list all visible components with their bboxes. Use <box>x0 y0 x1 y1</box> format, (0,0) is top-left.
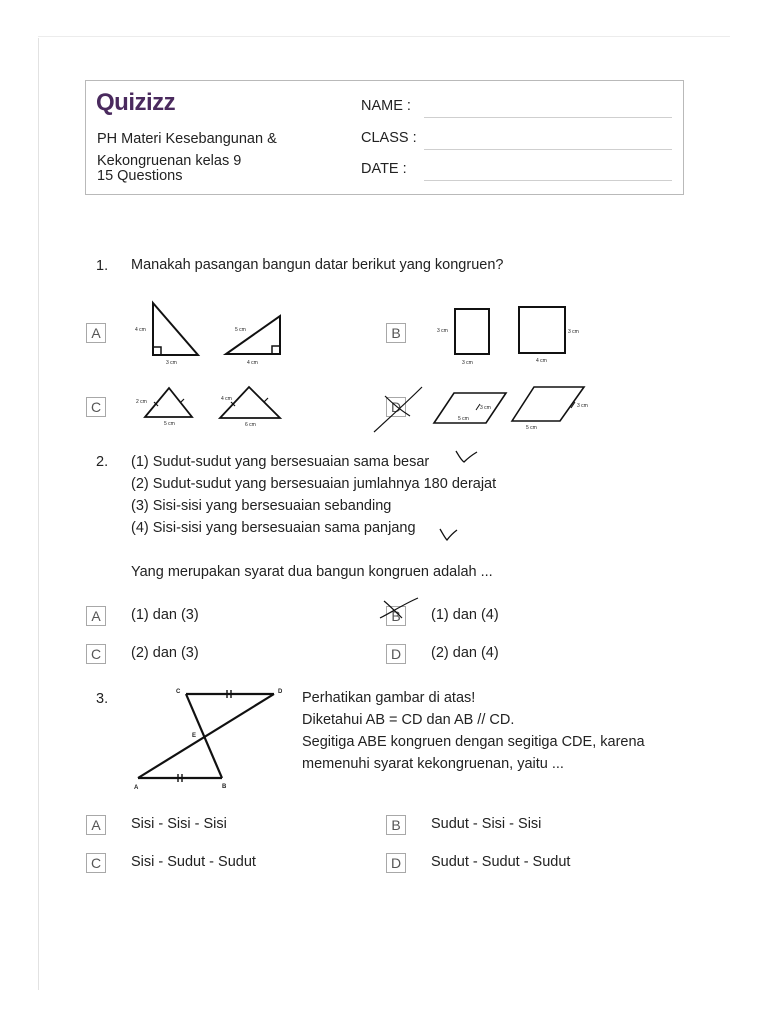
q3-line-1: Perhatikan gambar di atas! <box>302 690 476 706</box>
check-mark-2 <box>436 524 462 546</box>
q3-label-c: C <box>176 689 181 695</box>
q2-option-b-text[interactable]: (1) dan (4) <box>431 607 499 623</box>
q2-statement-4: (4) Sisi-sisi yang bersesuaian sama panjang <box>131 520 416 536</box>
q1-option-b-box[interactable]: B <box>386 323 406 343</box>
q1c-label-2: 5 cm <box>164 421 175 427</box>
name-field-line[interactable] <box>424 117 672 118</box>
q1d-label-3: 3 cm <box>577 403 588 409</box>
q2-prompt: Yang merupakan syarat dua bangun kongruen adalah ... <box>131 564 493 580</box>
q1c-label-1: 2 cm <box>136 399 147 405</box>
q3-option-d-box[interactable]: D <box>386 853 406 873</box>
q3-option-b-text[interactable]: Sudut - Sisi - Sisi <box>431 816 542 832</box>
q1b-label-4: 4 cm <box>536 358 547 364</box>
q2-statement-3: (3) Sisi-sisi yang bersesuaian sebanding <box>131 498 392 514</box>
q3-line-4: memenuhi syarat kekongruenan, yaitu ... <box>302 756 564 772</box>
q1b-label-1: 3 cm <box>437 328 448 334</box>
worksheet-header <box>85 80 684 195</box>
class-field-line[interactable] <box>424 149 672 150</box>
date-field-line[interactable] <box>424 180 672 181</box>
q1-option-d-mark <box>370 383 590 435</box>
q3-figure <box>130 684 290 794</box>
q1b-label-3: 3 cm <box>568 329 579 335</box>
date-label: DATE : <box>361 161 407 177</box>
q2-statement-1: (1) Sudut-sudut yang bersesuaian sama besar <box>131 454 430 470</box>
question-count: 15 Questions <box>97 168 183 184</box>
q3-line-2: Diketahui AB = CD dan AB // CD. <box>302 712 515 728</box>
q2-option-d-box[interactable]: D <box>386 644 406 664</box>
q2-option-c-box[interactable]: C <box>86 644 106 664</box>
q1c-label-3: 4 cm <box>221 396 232 402</box>
q2-option-b-cross-mark <box>378 596 422 630</box>
q1-text: Manakah pasangan bangun datar berikut yang kongruen? <box>131 257 504 273</box>
q1c-label-4: 6 cm <box>245 422 256 428</box>
q1-option-a-figure <box>130 298 290 370</box>
q3-label-d: D <box>278 689 283 695</box>
q1-option-c-box[interactable]: C <box>86 397 106 417</box>
q1d-label-1: 3 cm <box>480 405 491 411</box>
q3-option-c-text[interactable]: Sisi - Sudut - Sudut <box>131 854 256 870</box>
q1-option-b-figure <box>430 302 590 370</box>
page-edge <box>38 38 39 990</box>
q3-option-d-text[interactable]: Sudut - Sudut - Sudut <box>431 854 571 870</box>
q1b-label-2: 3 cm <box>462 360 473 366</box>
q2-option-a-text[interactable]: (1) dan (3) <box>131 607 199 623</box>
q3-label-a: A <box>134 785 139 791</box>
check-mark-1 <box>452 444 482 468</box>
q2-number: 2. <box>96 454 109 470</box>
q2-option-c-text[interactable]: (2) dan (3) <box>131 645 199 661</box>
q1d-label-4: 5 cm <box>526 425 537 431</box>
q1a-label-3: 5 cm <box>235 327 246 333</box>
q3-option-a-box[interactable]: A <box>86 815 106 835</box>
q1-option-c-figure <box>132 382 302 432</box>
q3-number: 3. <box>96 691 109 707</box>
q3-option-b-box[interactable]: B <box>386 815 406 835</box>
q3-label-b: B <box>222 784 227 790</box>
q2-option-a-box[interactable]: A <box>86 606 106 626</box>
q2-option-d-text[interactable]: (2) dan (4) <box>431 645 499 661</box>
q1a-label-1: 4 cm <box>135 327 146 333</box>
name-label: NAME : <box>361 98 411 114</box>
q1a-label-4: 4 cm <box>247 360 258 366</box>
q2-statement-2: (2) Sudut-sudut yang bersesuaian jumlahnya 180 derajat <box>131 476 497 492</box>
q1a-label-2: 3 cm <box>166 360 177 366</box>
page-edge-top <box>38 36 730 37</box>
q2-option-b-box[interactable]: B <box>386 606 406 626</box>
q3-option-c-box[interactable]: C <box>86 853 106 873</box>
q3-option-a-text[interactable]: Sisi - Sisi - Sisi <box>131 816 227 832</box>
q3-label-e: E <box>192 733 197 739</box>
worksheet-title: PH Materi Kesebangunan & Kekongruenan kelas 9 <box>97 131 277 169</box>
q1-option-d-box[interactable]: D <box>386 397 406 417</box>
q1d-label-2: 5 cm <box>458 416 469 422</box>
q1-option-a-box[interactable]: A <box>86 323 106 343</box>
q3-line-3: Segitiga ABE kongruen dengan segitiga CDE, karena <box>302 734 645 750</box>
quizizz-logo: Quizizz <box>96 89 176 116</box>
q1-number: 1. <box>96 258 109 274</box>
class-label: CLASS : <box>361 130 417 146</box>
